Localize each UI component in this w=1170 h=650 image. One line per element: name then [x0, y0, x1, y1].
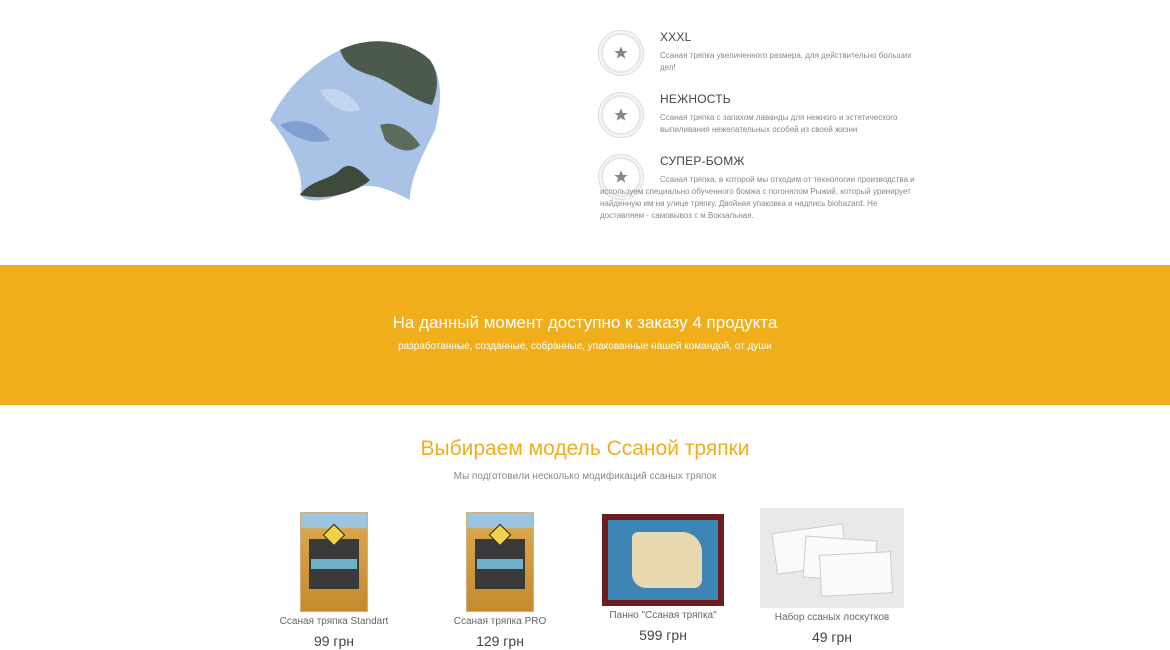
star-icon	[613, 107, 629, 123]
feature-title: СУПЕР-БОМЖ	[660, 154, 745, 168]
models-subtitle: Мы подготовили несколько модификаций ссаных тряпок	[453, 471, 717, 482]
feature-title: XXXL	[660, 30, 692, 44]
product-price: 49 грн	[811, 629, 853, 645]
product-image[interactable]	[760, 508, 904, 608]
product-price: 99 грн	[313, 633, 355, 649]
product-card-pro[interactable]	[425, 512, 575, 649]
feature-badge	[598, 30, 644, 76]
feature-description: Ссаная тряпка увеличенного размера, для действительно больших дел!	[660, 51, 912, 72]
feature-xxxl	[598, 30, 918, 80]
banner-subheading: разработанные, созданные, собранные, упакованные нашей командой, от души	[398, 341, 772, 352]
product-name[interactable]: Ссаная тряпка Standart	[279, 616, 389, 627]
star-icon	[613, 45, 629, 61]
product-card-set[interactable]	[757, 508, 907, 645]
product-name[interactable]: Набор ссаных лоскутков	[774, 612, 890, 623]
feature-badge	[598, 92, 644, 138]
models-title: Выбираем модель Ссаной тряпки	[420, 437, 750, 460]
product-image[interactable]	[466, 512, 534, 612]
product-card-panel[interactable]	[588, 514, 738, 643]
product-name[interactable]: Панно "Ссаная тряпка"	[609, 610, 717, 621]
availability-banner	[0, 265, 1170, 405]
features-section	[0, 0, 1170, 265]
product-name[interactable]: Ссаная тряпка PRO	[453, 616, 547, 627]
product-card-standart[interactable]	[259, 512, 409, 649]
feature-title: НЕЖНОСТЬ	[660, 92, 731, 106]
feature-description: Ссаная тряпка, в которой мы отходим от технологии производства и используем специально обученного бомжа с погонялом Рыжий, который уринирует найденную им на улице тряпку. Двойная упаковка и надпись biohazard. Не доставляем - самовывоз с м.Вокзальная.	[600, 175, 915, 220]
feature-description: Ссаная тряпка с запахом лаванды для нежного и эстетического выпиливания нежелательных особей из своей жизни	[660, 113, 898, 134]
feature-super-bomzh	[598, 154, 918, 234]
product-price: 129 грн	[476, 633, 524, 649]
rag-image	[260, 30, 450, 210]
product-image[interactable]	[602, 514, 724, 606]
product-image[interactable]	[300, 512, 368, 612]
product-price: 599 грн	[639, 627, 687, 643]
banner-heading: На данный момент доступно к заказу 4 продукта	[392, 313, 778, 332]
feature-tenderness	[598, 92, 918, 142]
